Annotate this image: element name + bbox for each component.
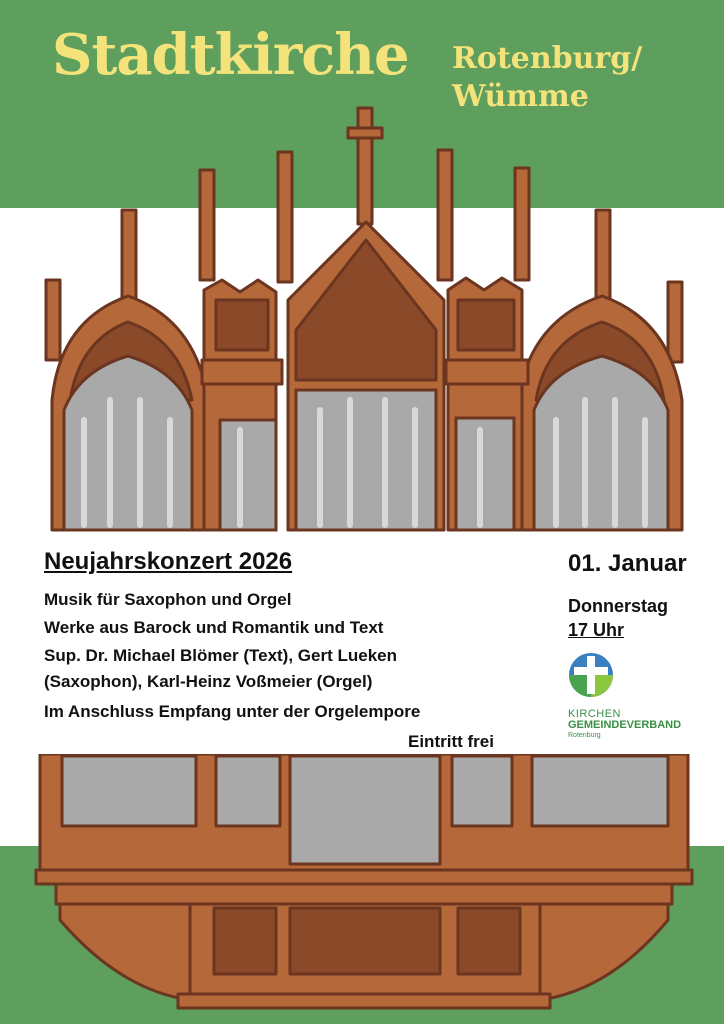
event-date: 01. Januar [568, 550, 687, 577]
logo-text-line-2: GEMEINDEVERBAND [568, 719, 682, 731]
info-line-performers-2: (Saxophon), Karl-Heinz Voßmeier (Orgel) [44, 672, 373, 691]
location-line-1: Rotenburg/ [452, 41, 643, 76]
location-line-2: Wümme [452, 79, 589, 114]
cross-logo-icon [568, 652, 614, 698]
event-info-box [30, 538, 696, 754]
concert-title: Neujahrskonzert 2026 [44, 548, 293, 575]
church-title: Stadtkirche [52, 22, 409, 88]
church-location [452, 40, 642, 116]
info-line-works: Werke aus Barock und Romantik und Text [44, 618, 384, 637]
event-time: 17 Uhr [568, 620, 625, 640]
info-line-reception: Im Anschluss Empfang unter der Orgelempore [44, 702, 421, 721]
admission-text: Eintritt frei [408, 732, 494, 751]
logo-text-line-3: Rotenburg [568, 732, 601, 739]
info-line-performers-1: Sup. Dr. Michael Blömer (Text), Gert Lueken [44, 646, 397, 665]
info-line-program: Musik für Saxophon und Orgel [44, 590, 292, 609]
event-weekday: Donnerstag [568, 596, 669, 616]
logo-text-line-1: KIRCHEN [568, 708, 622, 720]
